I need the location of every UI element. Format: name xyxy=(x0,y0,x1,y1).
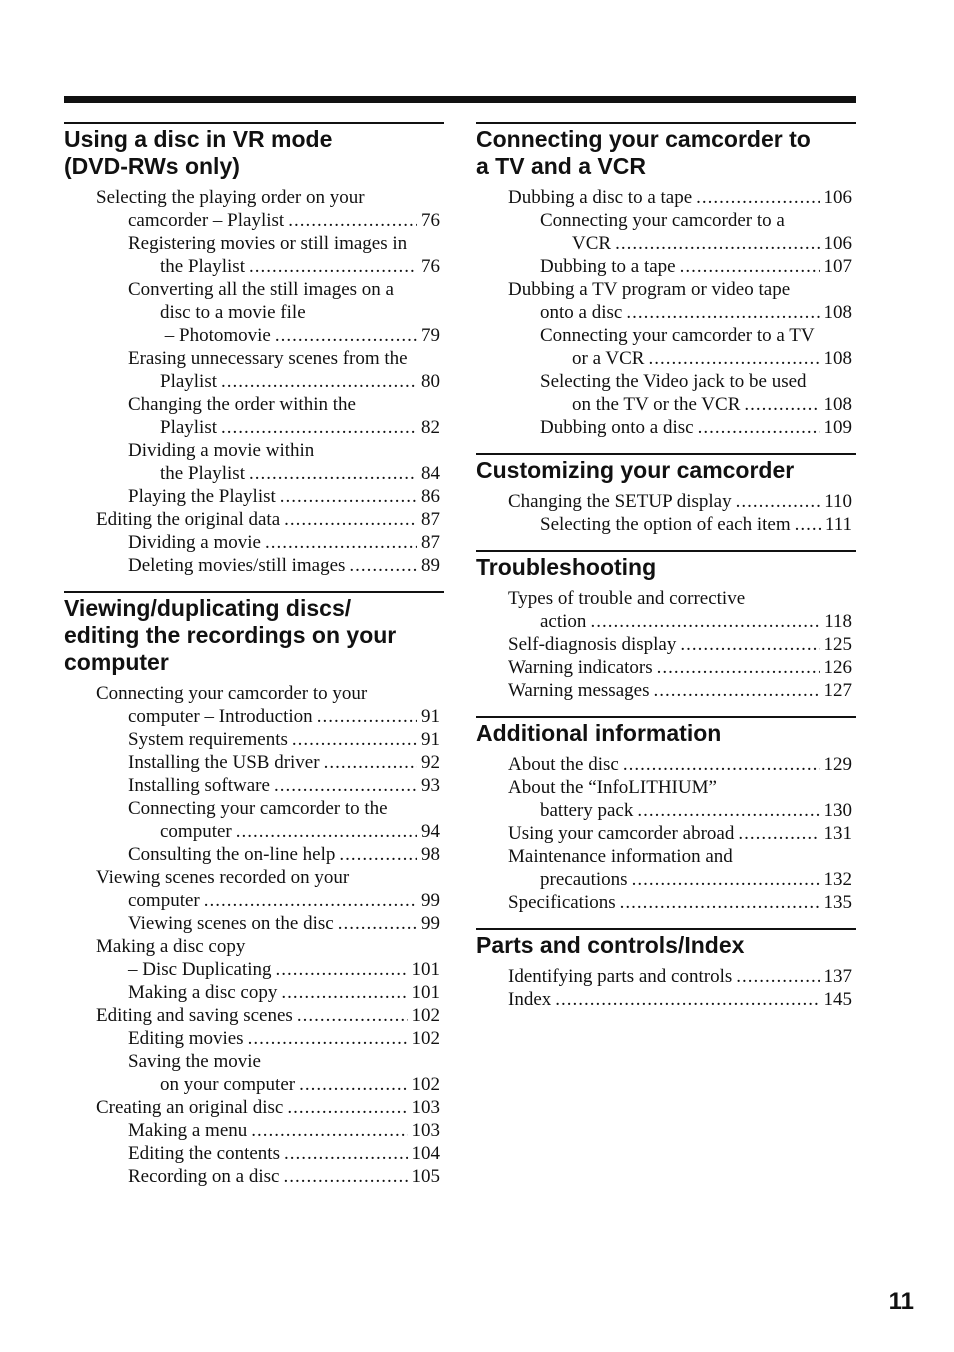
dot-leader xyxy=(281,981,407,1004)
toc-entry[interactable] xyxy=(508,679,856,702)
toc-entry-text: Changing the order within the xyxy=(128,394,356,415)
page-ref: 108 xyxy=(823,302,852,323)
toc-section xyxy=(476,716,856,914)
dot-leader xyxy=(221,416,417,439)
page-ref: 131 xyxy=(823,823,852,844)
dot-leader xyxy=(317,705,417,728)
toc-entry[interactable] xyxy=(540,513,856,536)
page-ref: 130 xyxy=(823,800,852,821)
page-ref: 103 xyxy=(411,1120,440,1141)
page-ref: 82 xyxy=(421,417,440,438)
toc-entry-text: the Playlist xyxy=(160,256,245,277)
toc-section xyxy=(476,928,856,1011)
toc-entry-text: Converting all the still images on a xyxy=(128,279,394,300)
page-ref: 102 xyxy=(411,1028,440,1049)
section-title: Troubleshooting xyxy=(476,554,657,580)
toc-entry[interactable] xyxy=(96,682,444,728)
dot-leader xyxy=(283,1165,407,1188)
page-ref: 94 xyxy=(421,821,440,842)
toc-entry[interactable] xyxy=(96,935,444,981)
toc-entry[interactable] xyxy=(508,753,856,776)
page-ref: 127 xyxy=(823,680,852,701)
dot-leader xyxy=(251,1119,407,1142)
dot-leader xyxy=(249,462,417,485)
right-column xyxy=(476,122,856,1025)
toc-entry[interactable] xyxy=(540,255,856,278)
toc-entry[interactable] xyxy=(540,370,856,416)
dot-leader xyxy=(590,610,820,633)
toc-entry-text: Selecting the playing order on your xyxy=(96,187,365,208)
toc-entry-text: Saving the movie xyxy=(128,1051,261,1072)
toc-entry-text: Making a menu xyxy=(128,1120,248,1141)
dot-leader xyxy=(349,554,417,577)
section-title: Customizing your camcorder xyxy=(476,457,795,483)
toc-section xyxy=(476,550,856,702)
page-ref: 132 xyxy=(823,869,852,890)
toc-entry[interactable] xyxy=(96,866,444,912)
page-ref: 80 xyxy=(421,371,440,392)
toc-entry-text: Consulting the on-line help xyxy=(128,844,336,865)
dot-leader xyxy=(653,679,819,702)
dot-leader xyxy=(744,393,819,416)
dot-leader xyxy=(297,1004,408,1027)
toc-entry-text: – Photomovie xyxy=(160,325,271,346)
dot-leader xyxy=(287,1096,407,1119)
page-ref: 109 xyxy=(823,417,852,438)
toc-entry-text: Self-diagnosis display xyxy=(508,634,677,655)
dot-leader xyxy=(615,232,819,255)
page-ref: 102 xyxy=(411,1074,440,1095)
page-ref: 86 xyxy=(421,486,440,507)
dot-leader xyxy=(275,324,417,347)
toc-entry-text: Dividing a movie xyxy=(128,532,261,553)
section-title: Using a disc in VR mode (DVD-RWs only) xyxy=(64,126,333,179)
dot-leader xyxy=(324,751,417,774)
page-ref: 106 xyxy=(823,233,852,254)
page-ref: 84 xyxy=(421,463,440,484)
toc-entry-text: Making a disc copy xyxy=(96,936,246,957)
toc-entry[interactable] xyxy=(128,485,444,508)
section-title: Connecting your camcorder to a TV and a VCR xyxy=(476,126,811,179)
toc-entry[interactable] xyxy=(128,347,444,393)
page-ref: 106 xyxy=(823,187,852,208)
toc-entry-text: Deleting movies/still images xyxy=(128,555,346,576)
dot-leader xyxy=(339,843,417,866)
toc-entry-text: Using your camcorder abroad xyxy=(508,823,735,844)
page-ref: 104 xyxy=(411,1143,440,1164)
page-ref: 87 xyxy=(421,532,440,553)
toc-entry[interactable] xyxy=(128,797,444,843)
toc-entry-text: camcorder – Playlist xyxy=(128,210,285,231)
page-ref: 145 xyxy=(823,989,852,1010)
toc-entry-text: Editing and saving scenes xyxy=(96,1005,293,1026)
dot-leader xyxy=(338,912,417,935)
toc-entry-text: Specifications xyxy=(508,892,616,913)
dot-leader xyxy=(236,820,417,843)
dot-leader xyxy=(299,1073,407,1096)
page-ref: 107 xyxy=(823,256,852,277)
toc-entry-text: About the disc xyxy=(508,754,619,775)
page-ref: 125 xyxy=(823,634,852,655)
page-ref: 110 xyxy=(824,491,852,512)
toc-entry[interactable] xyxy=(128,1119,444,1142)
toc-entry[interactable] xyxy=(540,416,856,439)
toc-entry-text: Maintenance information and xyxy=(508,846,733,867)
toc-entry[interactable] xyxy=(128,1027,444,1050)
section-title: Additional information xyxy=(476,720,722,746)
toc-entry-text: Dividing a movie within xyxy=(128,440,315,461)
toc-section xyxy=(476,453,856,536)
toc-entry[interactable] xyxy=(128,843,444,866)
page-ref: 89 xyxy=(421,555,440,576)
toc-entry-text: Playlist xyxy=(160,371,218,392)
toc-section xyxy=(64,591,444,1188)
toc-entry[interactable] xyxy=(96,186,444,232)
page-ref: 103 xyxy=(411,1097,440,1118)
dot-leader xyxy=(648,347,819,370)
toc-section xyxy=(476,122,856,439)
toc-entry[interactable] xyxy=(96,1096,444,1119)
dot-leader xyxy=(284,1142,408,1165)
toc-entry-text: Warning indicators xyxy=(508,657,653,678)
toc-entry-text: Editing the original data xyxy=(96,509,281,530)
toc-entry-text: Dubbing to a tape xyxy=(540,256,676,277)
page-ref: 137 xyxy=(823,966,852,987)
toc-entry[interactable] xyxy=(508,633,856,656)
section-title: Viewing/duplicating discs/ editing the recordings on your computer xyxy=(64,595,397,675)
section-title: Parts and controls/Index xyxy=(476,932,745,958)
dot-leader xyxy=(288,209,417,232)
toc-entry-text: VCR xyxy=(572,233,612,254)
dot-leader xyxy=(626,301,819,324)
toc-entry-text: Playlist xyxy=(160,417,218,438)
page-ref: 129 xyxy=(823,754,852,775)
toc-entry[interactable] xyxy=(96,1004,444,1027)
dot-leader xyxy=(204,889,417,912)
toc-entry[interactable] xyxy=(128,554,444,577)
dot-leader xyxy=(795,513,821,536)
page-ref: 76 xyxy=(421,256,440,277)
page-ref: 79 xyxy=(421,325,440,346)
toc-entry-text: Index xyxy=(508,989,552,1010)
page-ref: 92 xyxy=(421,752,440,773)
dot-leader xyxy=(736,965,819,988)
toc-entry-text: Playing the Playlist xyxy=(128,486,276,507)
toc-entry[interactable] xyxy=(508,988,856,1011)
toc-entry-text: on the TV or the VCR xyxy=(572,394,741,415)
page-ref: 101 xyxy=(411,959,440,980)
dot-leader xyxy=(680,633,819,656)
toc-entry-text: Recording on a disc xyxy=(128,1166,280,1187)
toc-entry-text: Erasing unnecessary scenes from the xyxy=(128,348,408,369)
toc-entry[interactable] xyxy=(508,490,856,513)
dot-leader xyxy=(657,656,820,679)
toc-entry-text: Warning messages xyxy=(508,680,650,701)
toc-entry[interactable] xyxy=(128,439,444,485)
toc-entry-text: Connecting your camcorder to a xyxy=(540,210,785,231)
page-ref: 87 xyxy=(421,509,440,530)
page-ref: 108 xyxy=(823,394,852,415)
page-ref: 98 xyxy=(421,844,440,865)
toc-entry[interactable] xyxy=(128,1165,444,1188)
toc-entry-text: Making a disc copy xyxy=(128,982,278,1003)
page-ref: 135 xyxy=(823,892,852,913)
toc-entry-text: on your computer xyxy=(160,1074,296,1095)
toc-entry[interactable] xyxy=(540,209,856,255)
toc-entry-text: About the “InfoLITHIUM” xyxy=(508,777,717,798)
toc-entry-text: action xyxy=(540,611,587,632)
toc-entry[interactable] xyxy=(508,776,856,822)
toc-entry-text: Installing the USB driver xyxy=(128,752,320,773)
toc-entry-text: or a VCR xyxy=(572,348,645,369)
page-ref: 76 xyxy=(421,210,440,231)
toc-entry-text: computer xyxy=(128,890,200,911)
page-ref: 99 xyxy=(421,890,440,911)
page-ref: 101 xyxy=(411,982,440,1003)
page-ref: 105 xyxy=(411,1166,440,1187)
toc-entry[interactable] xyxy=(508,587,856,633)
dot-leader xyxy=(736,490,821,513)
dot-leader xyxy=(265,531,417,554)
page-number: 11 xyxy=(888,1288,914,1315)
dot-leader xyxy=(680,255,820,278)
toc-entry-text: Dubbing onto a disc xyxy=(540,417,694,438)
toc-entry-text: Registering movies or still images in xyxy=(128,233,408,254)
toc-entry[interactable] xyxy=(96,508,444,531)
toc-entry-text: Viewing scenes recorded on your xyxy=(96,867,350,888)
dot-leader xyxy=(696,186,819,209)
dot-leader xyxy=(698,416,820,439)
page-ref: 108 xyxy=(823,348,852,369)
dot-leader xyxy=(623,753,820,776)
toc-entry-text: Connecting your camcorder to your xyxy=(96,683,368,704)
toc-entry-text: Connecting your camcorder to the xyxy=(128,798,388,819)
page-ref: 126 xyxy=(823,657,852,678)
dot-leader xyxy=(274,774,417,797)
toc-entry-text: – Disc Duplicating xyxy=(128,959,272,980)
toc-entry-text: Editing the contents xyxy=(128,1143,280,1164)
page-ref: 111 xyxy=(824,514,852,535)
dot-leader xyxy=(221,370,417,393)
dot-leader xyxy=(738,822,819,845)
dot-leader xyxy=(620,891,820,914)
toc-entry-text: computer xyxy=(160,821,232,842)
page-ref: 91 xyxy=(421,729,440,750)
toc-entry-text: Changing the SETUP display xyxy=(508,491,732,512)
toc-entry-text: Selecting the Video jack to be used xyxy=(540,371,807,392)
dot-leader xyxy=(555,988,819,1011)
dot-leader xyxy=(284,508,417,531)
page-ref: 99 xyxy=(421,913,440,934)
toc-entry[interactable] xyxy=(128,531,444,554)
toc-entry[interactable] xyxy=(128,1142,444,1165)
toc-entry-text: Connecting your camcorder to a TV xyxy=(540,325,815,346)
toc-entry-text: Types of trouble and corrective xyxy=(508,588,746,609)
dot-leader xyxy=(280,485,417,508)
toc-entry-text: Selecting the option of each item xyxy=(540,514,791,535)
toc-entry[interactable] xyxy=(508,891,856,914)
toc-entry-text: System requirements xyxy=(128,729,288,750)
toc-entry[interactable] xyxy=(508,965,856,988)
dot-leader xyxy=(249,255,417,278)
toc-entry-text: Creating an original disc xyxy=(96,1097,284,1118)
toc-entry-text: Installing software xyxy=(128,775,270,796)
toc-entry-text: Editing movies xyxy=(128,1028,244,1049)
toc-entry[interactable] xyxy=(128,912,444,935)
page-ref: 102 xyxy=(411,1005,440,1026)
dot-leader xyxy=(632,868,820,891)
toc-entry-text: battery pack xyxy=(540,800,634,821)
toc-entry-text: disc to a movie file xyxy=(160,302,306,323)
toc-entry-text: Dubbing a TV program or video tape xyxy=(508,279,791,300)
toc-entry-text: the Playlist xyxy=(160,463,245,484)
dot-leader xyxy=(292,728,417,751)
left-column xyxy=(64,122,444,1202)
toc-entry[interactable] xyxy=(508,186,856,209)
toc-entry[interactable] xyxy=(508,845,856,891)
toc-entry-text: Viewing scenes on the disc xyxy=(128,913,334,934)
toc-entry[interactable] xyxy=(128,1050,444,1096)
toc-entry[interactable] xyxy=(128,751,444,774)
page-ref: 91 xyxy=(421,706,440,727)
toc-entry[interactable] xyxy=(508,278,856,324)
toc-entry-text: precautions xyxy=(540,869,628,890)
toc-entry-text: Identifying parts and controls xyxy=(508,966,733,987)
toc-entry[interactable] xyxy=(128,981,444,1004)
toc-entry[interactable] xyxy=(128,774,444,797)
top-rule xyxy=(64,96,856,103)
toc-section xyxy=(64,122,444,577)
toc-entry[interactable] xyxy=(540,324,856,370)
toc-entry-text: Dubbing a disc to a tape xyxy=(508,187,693,208)
page-ref: 93 xyxy=(421,775,440,796)
toc-entry[interactable] xyxy=(128,728,444,751)
toc-entry[interactable] xyxy=(128,232,444,278)
toc-entry-text: computer – Introduction xyxy=(128,706,313,727)
page-ref: 118 xyxy=(824,611,852,632)
dot-leader xyxy=(637,799,819,822)
dot-leader xyxy=(248,1027,408,1050)
toc-entry-text: onto a disc xyxy=(540,302,623,323)
dot-leader xyxy=(276,958,408,981)
toc-entry[interactable] xyxy=(128,393,444,439)
toc-entry[interactable] xyxy=(128,278,444,347)
toc-entry[interactable] xyxy=(508,656,856,679)
toc-entry[interactable] xyxy=(508,822,856,845)
